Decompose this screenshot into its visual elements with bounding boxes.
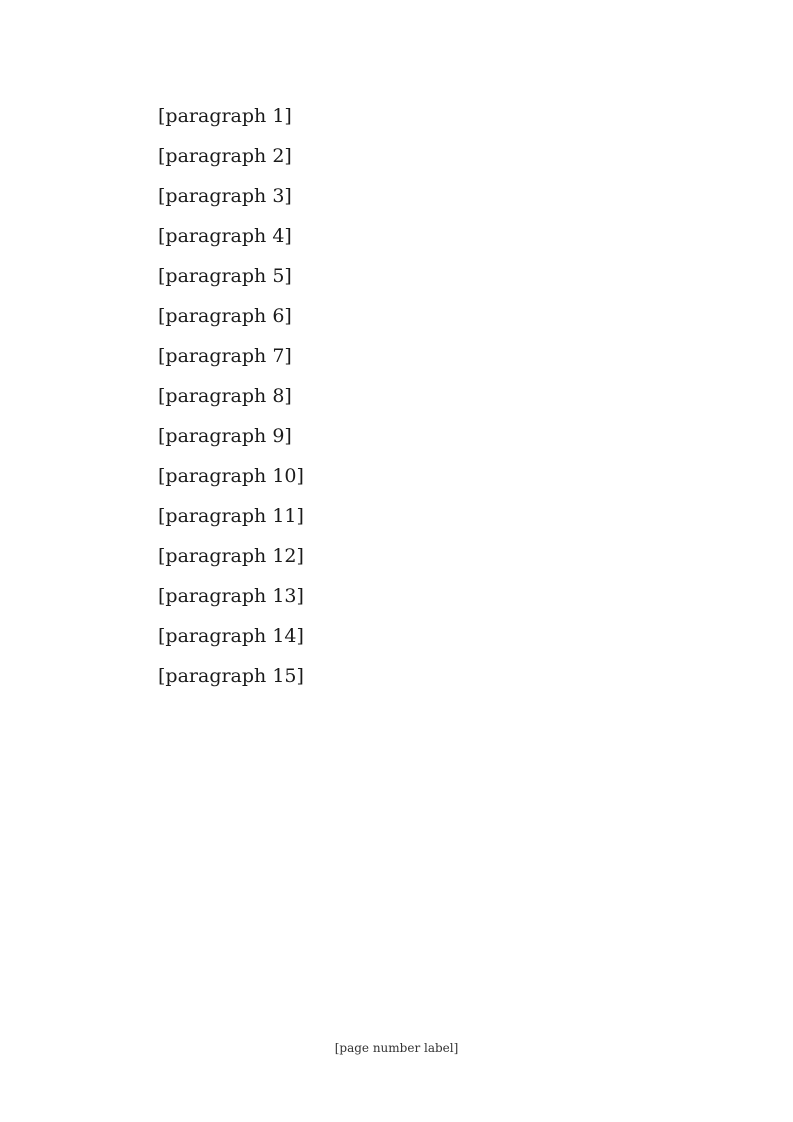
- document-body: [120, 96, 676, 696]
- section-2-3-2-text: [paragraph 6]: [158, 305, 292, 327]
- section-2-2-4-text: [paragraph 3]: [158, 185, 292, 207]
- section-2-2-2-text: [paragraph 1]: [158, 105, 292, 127]
- section-3-1-heading: [paragraph 10]: [158, 465, 304, 487]
- section-2-3-heading: [paragraph 4]: [158, 225, 292, 247]
- section-3-heading: [paragraph 9]: [158, 425, 292, 447]
- section-3-1-1-text: [paragraph 11]: [158, 505, 304, 527]
- section-2-3-1-text: [paragraph 5]: [158, 265, 292, 287]
- section-3-2-heading: [paragraph 14]: [158, 625, 304, 647]
- section-2-3-3-text: [paragraph 7]: [158, 345, 292, 367]
- section-3-1-3-text: [paragraph 13]: [158, 585, 304, 607]
- page-footer: [0, 1040, 793, 1056]
- section-3-2-1-text: [paragraph 15]: [158, 665, 304, 687]
- section-2-2-3-text: [paragraph 2]: [158, 145, 292, 167]
- section-2-3-4-text: [paragraph 8]: [158, 385, 292, 407]
- section-3-1-2-text: [paragraph 12]: [158, 545, 304, 567]
- page-number-label: [page number label]: [334, 1041, 459, 1055]
